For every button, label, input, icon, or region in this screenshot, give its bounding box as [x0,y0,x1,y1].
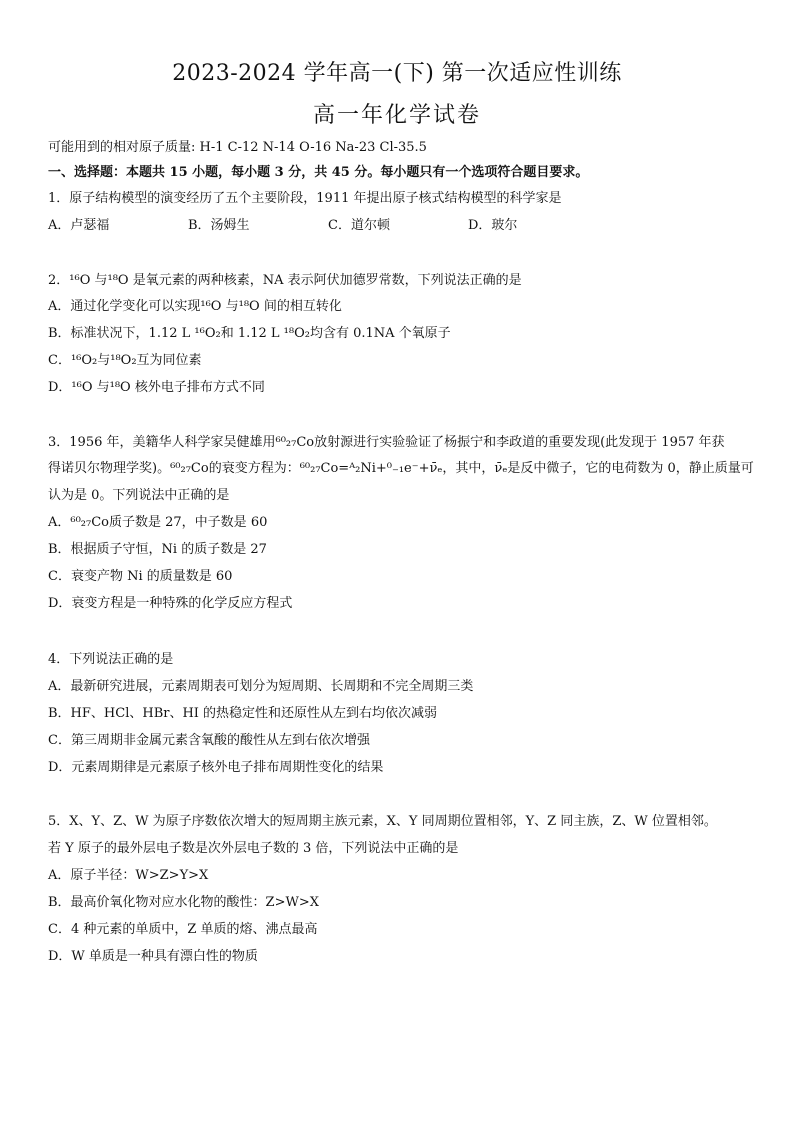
question-3-option-c: C．衰变产物 Ni 的质量数是 60 [48,569,233,584]
question-1-option-b: B．汤姆生 [188,218,250,233]
question-5-option-a: A．原子半径：W>Z>Y>X [48,868,209,883]
question-5-option-c: C．4 种元素的单质中，Z 单质的熔、沸点最高 [48,922,318,937]
question-4-stem: 4．下列说法正确的是 [48,652,174,667]
atomic-masses-note: 可能用到的相对原子质量: H-1 C-12 N-14 O-16 Na-23 Cl-35.5 [48,140,427,155]
question-1-option-a: A．卢瑟福 [48,218,110,233]
question-2-option-a: A．通过化学变化可以实现¹⁶O 与¹⁸O 间的相互转化 [48,299,342,314]
section-heading: 一、选择题：本题共 15 小题，每小题 3 分，共 45 分。每小题只有一个选项符合题目要求。 [48,165,589,180]
question-2-option-b: B．标准状况下，1.12 L ¹⁶O₂和 1.12 L ¹⁸O₂均含有 0.1NA 个氧原子 [48,326,451,341]
question-3-stem-line-3: 认为是 0。下列说法中正确的是 [48,488,230,503]
question-5-stem-line-2: 若 Y 原子的最外层电子数是次外层电子数的 3 倍，下列说法中正确的是 [48,841,459,856]
question-2-option-d: D．¹⁶O 与¹⁸O 核外电子排布方式不同 [48,380,265,395]
question-2-option-c: C．¹⁶O₂与¹⁸O₂互为同位素 [48,353,202,368]
question-3-option-a: A．⁶⁰₂₇Co质子数是 27，中子数是 60 [48,515,268,530]
question-1-stem: 1．原子结构模型的演变经历了五个主要阶段，1911 年提出原子核式结构模型的科学家是 [48,191,562,206]
question-4-option-c: C．第三周期非金属元素含氧酸的酸性从左到右依次增强 [48,733,370,748]
exam-subtitle: 高一年化学试卷 [312,103,481,128]
question-5-stem-line-1: 5．X、Y、Z、W 为原子序数依次增大的短周期主族元素，X、Y 同周期位置相邻，Y、Z 同主族，Z、W 位置相邻。 [48,814,717,829]
question-4-option-a: A．最新研究进展，元素周期表可划分为短周期、长周期和不完全周期三类 [48,679,474,694]
question-1-option-d: D．玻尔 [468,218,518,233]
question-2-stem: 2．¹⁶O 与¹⁸O 是氧元素的两种核素，NA 表示阿伏加德罗常数，下列说法正确的是 [48,273,522,288]
question-3-option-b: B．根据质子守恒，Ni 的质子数是 27 [48,542,267,557]
question-3-stem-line-2: 得诺贝尔物理学奖)。⁶⁰₂₇Co的衰变方程为：⁶⁰₂₇Co=ᴬ₂Ni+⁰₋₁e⁻+ν̄ₑ，其中，ν̄ₑ是反中微子，它的电荷数为 0，静止质量可 [48,461,754,476]
question-5-option-d: D．W 单质是一种具有漂白性的物质 [48,949,258,964]
exam-title: 2023-2024 学年高一(下) 第一次适应性训练 [172,61,622,86]
question-1-option-c: C．道尔顿 [328,218,390,233]
question-4-option-b: B．HF、HCl、HBr、HI 的热稳定性和还原性从左到右均依次减弱 [48,706,438,721]
question-5-option-b: B．最高价氧化物对应水化物的酸性：Z>W>X [48,895,319,910]
question-3-stem-line-1: 3．1956 年，美籍华人科学家吴健雄用⁶⁰₂₇Co放射源进行实验验证了杨振宁和李政道的重要发现(此发现于 1957 年获 [48,435,725,450]
question-3-option-d: D．衰变方程是一种特殊的化学反应方程式 [48,596,293,611]
question-4-option-d: D．元素周期律是元素原子核外电子排布周期性变化的结果 [48,760,384,775]
